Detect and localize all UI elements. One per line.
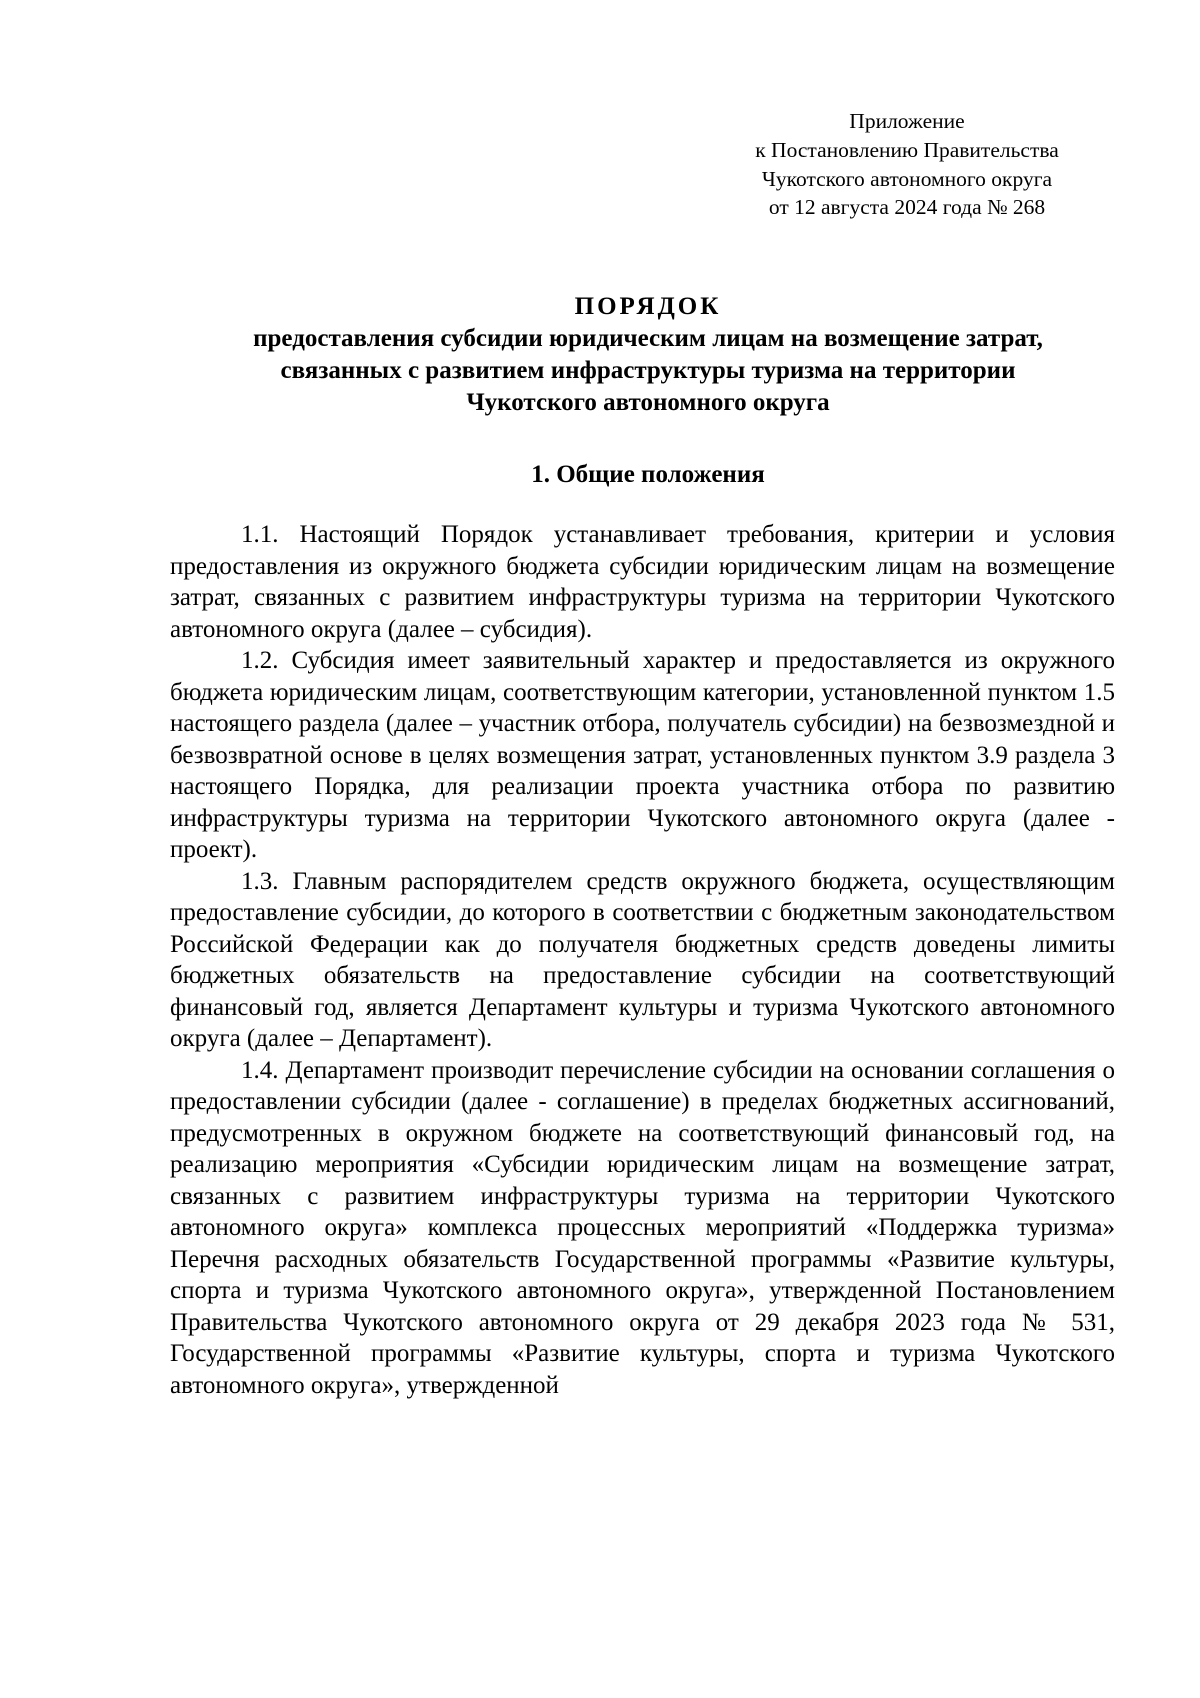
approval-stamp: [707, 107, 1107, 222]
paragraph-1-2: 1.2. Субсидия имеет заявительный характер и предоставляется из окружного бюджета юридическим лицам, соответствующим категории, установленной пунктом 1.5 настоящего раздела (далее – участник отбора, получатель субсидии) на безвозмездной и безвозвратной основе в целях возмещения затрат, установленных пунктом 3.9 раздела 3 настоящего Порядка, для реализации проекта участника отбора по развитию инфраструктуры туризма на территории Чукотского автономного округа (далее - проект).: [170, 647, 1115, 863]
document-title: ПОРЯДОК: [574, 293, 722, 320]
approval-line-date-number: от 12 августа 2024 года № 268: [768, 195, 1046, 220]
approval-line-resolution: к Постановлению Правительства: [755, 137, 1059, 162]
paragraph-1-1: 1.1. Настоящий Порядок устанавливает требования, критерии и условия предоставления из окружного бюджета субсидии юридическим лицам на возмещение затрат, связанных с развитием инфраструктуры туризма на территории Чукотского автономного округа (далее – субсидия).: [170, 521, 1115, 643]
section-heading: 1. Общие положения: [531, 461, 765, 488]
subtitle-line-1: предоставления субсидии юридическим лицам на возмещение затрат,: [253, 325, 1043, 352]
paragraph-1-3: 1.3. Главным распорядителем средств окружного бюджета, осуществляющим предоставление субсидии, до которого в соответствии с бюджетным законодательством Российской Федерации как до получателя бюджетных средств доведены лимиты бюджетных обязательств на предоставление субсидии на соответствующий финансовый год, является Департамент культуры и туризма Чукотского автономного округа (далее – Департамент).: [170, 867, 1115, 1052]
document-subtitle: [120, 323, 1176, 419]
document-body: [170, 519, 1115, 1401]
approval-line-appendix: Приложение: [849, 109, 965, 133]
approval-line-region: Чукотского автономного округа: [761, 166, 1053, 191]
subtitle-line-3: Чукотского автономного округа: [466, 389, 830, 416]
subtitle-line-2: связанных с развитием инфраструктуры туризма на территории: [280, 357, 1016, 384]
paragraph-1-4: 1.4. Департамент производит перечисление субсидии на основании соглашения о предоставлении субсидии (далее - соглашение) в пределах бюджетных ассигнований, предусмотренных в окружном бюджете на соответствующий финансовый год, на реализацию мероприятия «Субсидии юридическим лицам на возмещение затрат, связанных с развитием инфраструктуры туризма на территории Чукотского автономного округа» комплекса процессных мероприятий «Поддержка туризма» Перечня расходных обязательств Государственной программы «Развитие культуры, спорта и туризма Чукотского автономного округа», утвержденной Постановлением Правительства Чукотского автономного округа от 29 декабря 2023 года № 531, Государственной программы «Развитие культуры, спорта и туризма Чукотского автономного округа», утвержденной: [170, 1056, 1115, 1399]
document-title-block: [120, 291, 1176, 419]
